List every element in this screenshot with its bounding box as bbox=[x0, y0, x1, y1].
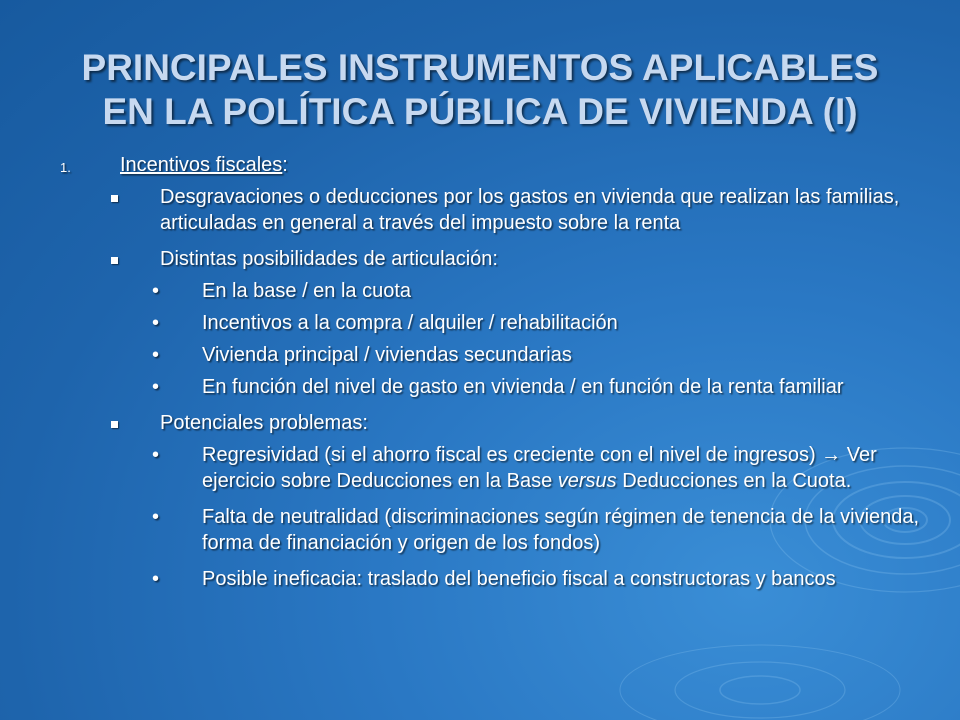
dot-bullet-icon: • bbox=[152, 280, 160, 302]
sub-bullet-ineficacia bbox=[152, 566, 920, 592]
dot-bullet-icon: • bbox=[152, 444, 160, 466]
sub-bullet-text: Falta de neutralidad (discriminaciones según régimen de tenencia de la vivienda, forma de financiación y origen de los fondos) bbox=[202, 506, 920, 554]
bullet-text: Distintas posibilidades de articulación: bbox=[160, 248, 498, 270]
sub-bullet-vivienda-principal bbox=[152, 342, 920, 368]
slide-title-line-2: EN LA POLÍTICA PÚBLICA DE VIVIENDA (I) bbox=[102, 91, 858, 132]
sub-bullet-text-part-2: Deducciones en la Cuota. bbox=[616, 470, 852, 492]
bullet-text: Desgravaciones o deducciones por los gastos en vivienda que realizan las familias, articuladas en general a través del impuesto sobre la renta bbox=[160, 186, 900, 234]
sub-bullet-regresividad bbox=[152, 442, 920, 494]
sub-bullet-text-part-1: Regresividad (si el ahorro fiscal es creciente con el nivel de ingresos) → Ver ejercicio sobre Deducciones en la Base bbox=[202, 444, 877, 492]
sub-bullet-nivel-gasto bbox=[152, 374, 920, 400]
sub-bullet-text-italic: versus bbox=[557, 470, 617, 492]
bullet-articulacion bbox=[160, 246, 920, 272]
slide-body bbox=[0, 152, 960, 598]
section-heading-text: Incentivos fiscales bbox=[120, 154, 283, 176]
sub-bullet-neutralidad bbox=[152, 504, 920, 556]
dot-bullet-icon: • bbox=[152, 376, 160, 398]
dot-bullet-icon: • bbox=[152, 344, 160, 366]
section-heading-suffix: : bbox=[282, 154, 288, 176]
sub-bullet-base-cuota bbox=[152, 278, 920, 304]
bullet-desgravaciones bbox=[160, 184, 920, 236]
bullet-text: Potenciales problemas: bbox=[160, 412, 368, 434]
square-bullet-icon bbox=[111, 257, 118, 264]
sub-bullet-text: Incentivos a la compra / alquiler / rehabilitación bbox=[202, 312, 618, 334]
section-number: 1. bbox=[60, 160, 71, 175]
slide-title bbox=[40, 46, 920, 134]
sub-bullet-text: En la base / en la cuota bbox=[202, 280, 412, 302]
section-heading bbox=[60, 152, 960, 178]
dot-bullet-icon: • bbox=[152, 312, 160, 334]
bullet-problemas bbox=[160, 410, 920, 436]
square-bullet-icon bbox=[111, 421, 118, 428]
sub-bullet-compra-alquiler bbox=[152, 310, 920, 336]
sub-bullet-text: Vivienda principal / viviendas secundarias bbox=[202, 344, 572, 366]
dot-bullet-icon: • bbox=[152, 506, 160, 528]
square-bullet-icon bbox=[111, 195, 118, 202]
slide-title-line-1: PRINCIPALES INSTRUMENTOS APLICABLES bbox=[81, 47, 879, 88]
sub-bullet-text: En función del nivel de gasto en vivienda / en función de la renta familiar bbox=[202, 376, 844, 398]
dot-bullet-icon: • bbox=[152, 568, 160, 590]
sub-bullet-text: Posible ineficacia: traslado del beneficio fiscal a constructoras y bancos bbox=[202, 568, 836, 590]
